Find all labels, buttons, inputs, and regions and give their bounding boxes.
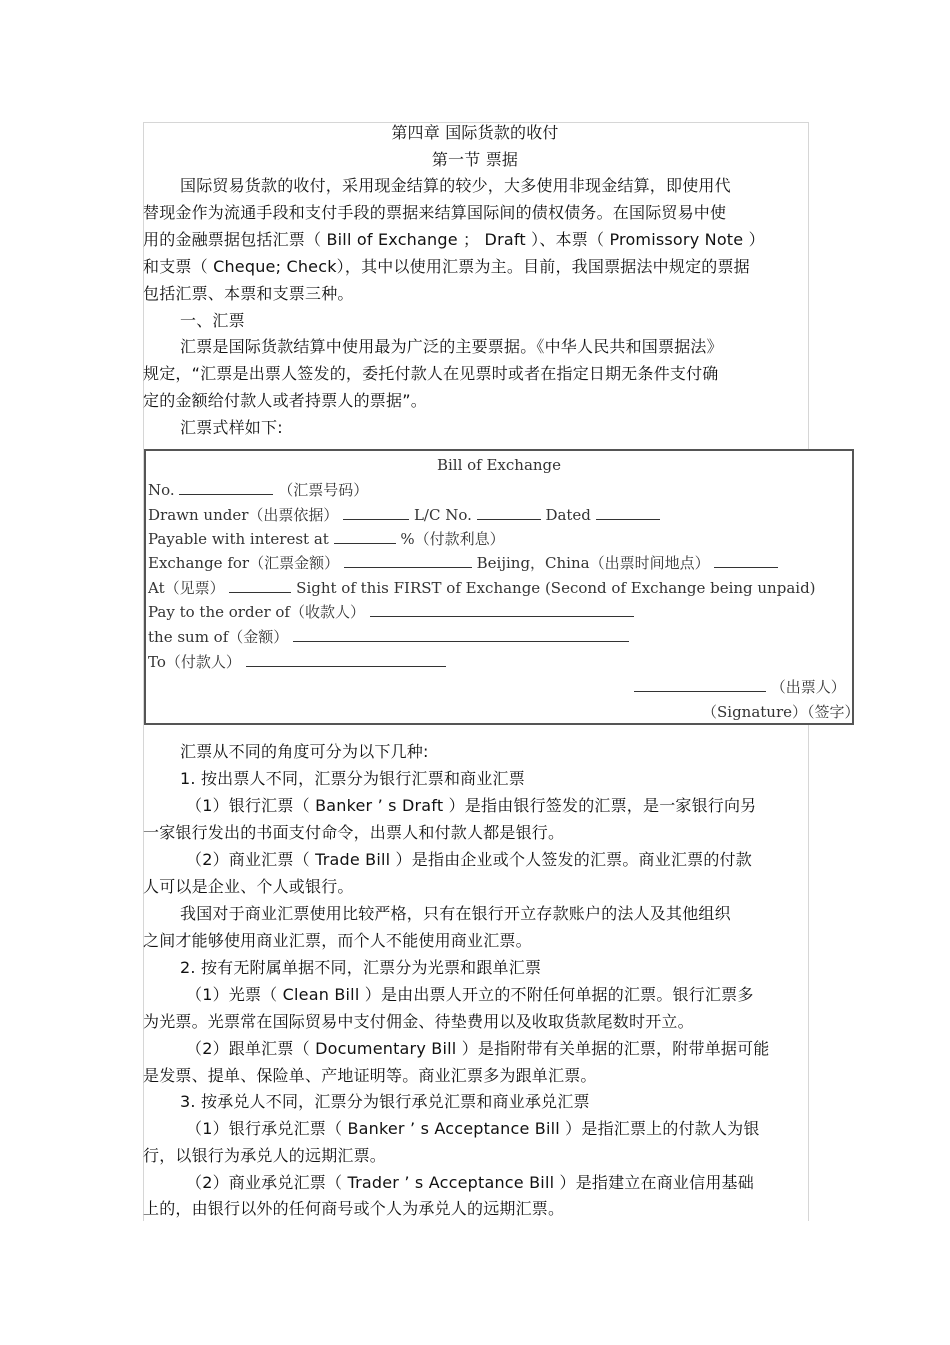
bill-label-payable-note: %（付款利息） [400,530,505,548]
bill-label-dated: Dated [545,506,591,524]
paragraph-line: 我国对于商业汇票使用比较严格，只有在银行开立存款账户的法人及其他组织 [180,904,731,923]
paragraph-line: （2）商业承兑汇票（ Trader ’ s Acceptance Bill ）是指建立在商业信用基础 [186,1173,754,1192]
bill-label-to: To（付款人） [148,653,241,671]
chapter-title: 第四章 国际货款的收付 [391,123,559,142]
paragraph-line: 人可以是企业、个人或银行。 [143,877,354,896]
paragraph-line: 用的金融票据包括汇票（ Bill of Exchange ； Draft ）、本票（ Promissory Note ） [143,230,765,249]
paragraph-line: 上的，由银行以外的任何商号或个人为承兑人的远期汇票。 [143,1199,565,1218]
bill-label-lc-no: L/C No. [413,506,472,524]
bill-row-to [148,652,446,671]
paragraph-line: （1）银行承兑汇票（ Banker ’ s Acceptance Bill ）是指汇票上的付款人为银 [186,1119,760,1138]
paragraph-line: （2）商业汇票（ Trade Bill ）是指由企业或个人签发的汇票。商业汇票的付款 [186,850,752,869]
bill-label-no: No. [148,481,175,499]
paragraph-line: 和支票（ Cheque; Check），其中以使用汇票为主。目前，我国票据法中规定的票据 [143,257,750,276]
bill-label-payable: Payable with interest at [148,530,329,548]
bill-row-at [148,578,816,597]
bill-label-sum-of: the sum of（金额） [148,628,289,646]
bill-label-drawer: （出票人） [770,678,846,696]
bill-title: Bill of Exchange [436,456,562,474]
bill-row-drawn-under [148,505,660,524]
bill-label-sight: Sight of this FIRST of Exchange (Second of Exchange being unpaid) [296,579,816,597]
paragraph-line: 替现金作为流通手段和支付手段的票据来结算国际间的债权债务。在国际贸易中使 [143,203,727,222]
paragraph-line: 规定，“汇票是出票人签发的，委托付款人在见票时或者在指定日期无条件支付确 [143,364,719,383]
bill-signature: （Signature）（签字） [702,703,860,721]
bill-row-no [148,480,368,499]
paragraph-line: （2）跟单汇票（ Documentary Bill ）是指附带有关单据的汇票，附带单据可能 [186,1039,770,1058]
paragraph-line: （1）光票（ Clean Bill ）是由出票人开立的不附任何单据的汇票。银行汇票多 [186,985,754,1004]
paragraph-line: 行，以银行为承兑人的远期汇票。 [143,1146,387,1165]
bill-row-pay-to [148,602,634,621]
paragraph-line: 3. 按承兑人不同，汇票分为银行承兑汇票和商业承兑汇票 [180,1092,590,1111]
bill-label-at: At（见票） [148,579,225,597]
bill-label-no-note: （汇票号码） [278,481,369,499]
paragraph-line: 为光票。光票常在国际贸易中支付佣金、待垫费用以及收取货款尾数时开立。 [143,1012,694,1031]
bill-of-exchange-sample [144,449,860,725]
paragraph-line: 1. 按出票人不同，汇票分为银行汇票和商业汇票 [180,769,525,788]
paragraph-line: 之间才能够使用商业汇票，而个人不能使用商业汇票。 [143,931,532,950]
bill-row-drawer [634,676,846,697]
bill-label-exchange-for: Exchange for（汇票金额） [148,554,340,572]
bill-label-beijing: Beijing，China（出票时间地点） [476,554,710,572]
bill-label-drawn-under: Drawn under（出票依据） [148,506,339,524]
bill-row-sum-of [148,627,629,646]
paragraph-line: 一家银行发出的书面支付命令，出票人和付款人都是银行。 [143,823,565,842]
bill-row-payable [148,529,505,548]
bill-label-pay-to: Pay to the order of（收款人） [148,603,365,621]
paragraph-line: 定的金额给付款人或者持票人的票据”。 [143,391,427,410]
paragraph-line: 汇票从不同的角度可分为以下几种: [180,742,429,761]
section-title: 第一节 票据 [431,150,519,169]
paragraph-line: 是发票、提单、保险单、产地证明等。商业汇票多为跟单汇票。 [143,1066,597,1085]
bill-row-exchange-for [148,553,778,572]
paragraph-line: （1）银行汇票（ Banker ’ s Draft ）是指由银行签发的汇票，是一家银行向另 [186,796,757,815]
paragraph-line: 国际贸易货款的收付，采用现金结算的较少，大多使用非现金结算，即使用代 [180,176,731,195]
section-heading: 一、汇票 [180,311,245,330]
paragraph-line: 汇票式样如下: [180,418,283,437]
paragraph-line: 包括汇票、本票和支票三种。 [143,284,354,303]
paragraph-line: 2. 按有无附属单据不同，汇票分为光票和跟单汇票 [180,958,542,977]
paragraph-line: 汇票是国际货款结算中使用最为广泛的主要票据。《中华人民共和国票据法》 [180,337,723,356]
